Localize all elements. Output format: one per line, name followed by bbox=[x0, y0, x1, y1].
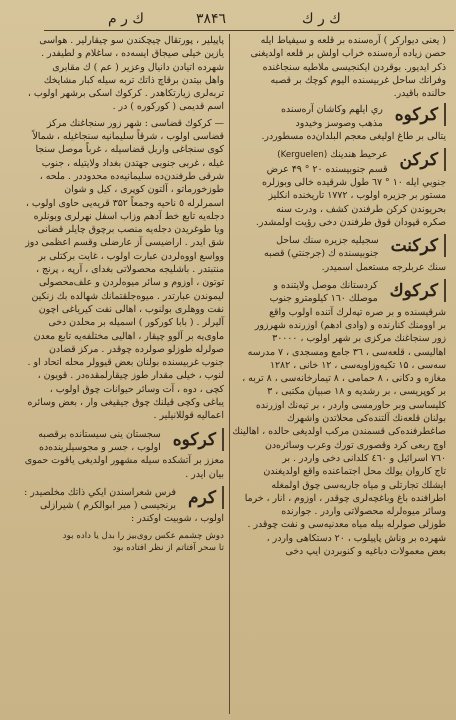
text-line: — كركوك قضاسى : شهر زور سنجاغنك مركز bbox=[46, 117, 224, 129]
text-line: ري ايلهم وكاشان آرەسنده bbox=[281, 104, 383, 116]
latin-name: (Kerguelen) bbox=[277, 150, 328, 161]
text-line: زور سنجاغنك مركزى بر شهر اولوب ، ۳۰۰۰۰ bbox=[272, 333, 446, 345]
text-line: معزز بر آتشكده سيله مشهور اولديغى ياقوت حموى bbox=[24, 455, 224, 467]
poem-couplet bbox=[52, 530, 224, 554]
text-line: وفراتك ساحل غربيسنده اليوم كوچك بر قصبه bbox=[270, 74, 446, 86]
text-line: نفت ووهلرى بولنوب ، اهالى نفت كيرياغى اچون bbox=[38, 303, 224, 315]
text-line: غيله ، غربى جنوبى جهتدن بغداد ولايتيله ، جنوب bbox=[41, 157, 224, 169]
text-line: جنوب غربيسنده بولنان بعض قيوولر محله اتحاد او . bbox=[27, 357, 224, 369]
header-rule bbox=[44, 30, 454, 31]
text-line: بولنان قلعه‌نك آلتنده‌كى محلاتدن واشهرك bbox=[287, 413, 446, 425]
text-line: بحريوندن كركن طرفندن كشف ، ودرت سنه bbox=[276, 203, 446, 215]
entry-kerguelen bbox=[234, 148, 446, 229]
text-line: شرقى طرفندن‌ده سليمانيه‌ده محدوددر . ملحه ، bbox=[39, 170, 224, 182]
text-line: اعماليه قوللانيلير . bbox=[153, 410, 224, 422]
entry-kerkuk bbox=[234, 279, 446, 558]
text-line: سه‌سى ، ۱۵ تكيه‌وزاويه‌سى ، ۱۲ خانى ، ۱۲۸۲ bbox=[269, 359, 446, 371]
text-line: شق ايدر . اراضيسى آز عارضلى وقسم اعظمى دوز bbox=[25, 237, 224, 249]
text-line: طوزخورماتو ، آلتون كوپرى ، كيل و شوان bbox=[64, 184, 224, 196]
text-line: قسم جنوبيسنده ۲۰ ° ۴۹ عرض bbox=[266, 163, 388, 175]
text-line: ايشلك تجارتلى و مياه جاريه‌سى چوق اولمغله bbox=[271, 479, 446, 491]
text-line: ماوى‌يه بر آلوو چيقار ، اهاليى مختلفه‌يه تابع معدن bbox=[33, 330, 224, 342]
entry-kerem bbox=[24, 486, 224, 554]
text-line: آليرلر . ( بابا كوركور ) اسميله بر محلدن دخى bbox=[48, 317, 224, 329]
text-line: اوچ ربعى كرد وقصورى تورك وعرب وسائره‌دن bbox=[264, 439, 446, 451]
text-line: مذهب وصوسز وخيدود bbox=[295, 117, 383, 129]
text-line: حصن زياده آرەسندە خراب اولش بر قلعه اولديغنى bbox=[250, 48, 446, 60]
text-line: ( يعنى ديواركر ) آرەسندە بر قلعه و سيفياط ايلە bbox=[260, 35, 446, 46]
text-line: ٧٦٠ اسرائيل و ٤٦٠ كلدانى دخى واردر . بر bbox=[282, 452, 446, 464]
left-intro bbox=[27, 34, 224, 114]
text-line: صولرله طوزلو صولرده چوقدر . مركز قضادن bbox=[49, 343, 224, 355]
text-line: مستور بر جزيره اولوب ، ۱۷۷۲ تاريخنده انكليز bbox=[268, 190, 446, 202]
text-line: واهل بيتدن برقاچ ذاتك تربه سيله كبار مشايخك bbox=[43, 74, 224, 86]
text-line: تربه‌لرى زيارتكاهدر . كركوك اسكى برشهر اولوب ، bbox=[27, 88, 224, 100]
entry-headword: كركوه bbox=[167, 428, 224, 451]
entry-headword: كركوه bbox=[389, 103, 446, 126]
text-line: يباغى وكچى قيلنك چوق جيقيغى وار ، بعض وسائره bbox=[27, 397, 224, 409]
header-left-guide: ك ر م bbox=[108, 11, 144, 27]
text-line: صاغطرفنده‌كى قسمندن مركب اولديغى حالده ، اهالينك bbox=[232, 426, 446, 438]
text-line: يتالى بر طاغ اوليغى معجم البلدان‌ده مسطوردر. bbox=[261, 131, 446, 143]
entry-headword: كركنت bbox=[385, 234, 446, 257]
entry-headword: كرم bbox=[182, 486, 224, 509]
text-line: وواسع اووه‌لردن عبارت اولوب ، غايت بركتلى بر bbox=[38, 250, 224, 262]
entry-kerkuh-sistan bbox=[24, 428, 224, 481]
text-line: برنجيسى ( مير ابوالكرم ) شيرازلى bbox=[39, 500, 176, 512]
text-line: لنوب ، خيلى مقدار طوز چيقارلمقده‌در . قويون ، bbox=[37, 370, 224, 382]
text-line: اسمرلرله ٥ ناحيه وجمعاً ۳۵۲ قريه‌يى حاوى اولوب ، bbox=[25, 197, 224, 209]
text-line: بر كوپريسى ، بر رشديه و ۱۸ صبيان مكتبى ، ۳ bbox=[267, 386, 446, 398]
text-line: شهرده بر وناش پاپيلوب ، ٢٠ دستكاهى واردر ، bbox=[266, 532, 446, 544]
text-line: اسم قديمى ( كوركوره ) در . bbox=[112, 101, 224, 113]
column-divider bbox=[229, 34, 230, 714]
poem-line: تا سحر آفتاتم از نظر افتاده بود bbox=[112, 542, 224, 553]
text-line: اهاليسى ، قلعه‌سى ، ۳٦ جامع ومسجدى ، ۷ مدرسه bbox=[247, 346, 446, 358]
text-line: كچى ، دوه ، آت وسائر حيوانات چوق اولوب ، bbox=[49, 383, 224, 395]
page-number: ۳۸۴٦ bbox=[196, 11, 227, 27]
text-line: توتون ، اوزوم و سائر ميوه‌لردن و علف‌محصولى bbox=[38, 277, 224, 289]
text-line: بيان ايدر . bbox=[185, 468, 224, 480]
text-line: كردستانك موصل ولايتنده و bbox=[273, 280, 378, 292]
text-line: تاج كاروان يولك محل اجتماعنده واقع اولديغندن bbox=[263, 466, 446, 478]
text-line: وسائر ميوه‌لرله محصولاتى واردر . جوارنده bbox=[281, 506, 446, 518]
text-line: طوزلى صولرله بيله مياه معدنيه‌سى و نفت چوقدر . bbox=[247, 519, 446, 531]
text-line: يازين خيلى صيجاق ايسه‌ده ، ساغلام و لطيفدر . bbox=[41, 48, 224, 60]
text-line: كليساسى وبر حاورمسى واردر ، بر تپه‌نك اوزرنده bbox=[255, 399, 446, 411]
text-line: مغازه و دكانى ، ۸ حمامى ، ۸ تيمارخانه‌سى ، ۸ تربه ، bbox=[242, 373, 446, 385]
text-line: ويا طوغريدن دجله‌يه منصب برچوق چايلر قضانى bbox=[37, 224, 224, 236]
text-line: ليموندن عبارتدر . ميوه‌جلقتمانك شهالده بك زنكين bbox=[31, 290, 224, 302]
text-line: اولوب ، جسر و مجوسيلرينده‌ده bbox=[39, 441, 161, 453]
entry-headword: كركن bbox=[393, 148, 446, 171]
text-line: كوى سنجاغى واربل قضاسيله ، غرباً موصل سنجا bbox=[35, 144, 224, 156]
text-line: ذكر ايديور. بوقردن ايكنجيسى ملاطيه سنجاغنده bbox=[262, 61, 446, 73]
right-intro bbox=[234, 34, 446, 100]
right-column bbox=[234, 34, 446, 714]
text-line: قضاسى اولوب ، شرقاً سليمانيه سنجاغيله ، شمالاً bbox=[32, 131, 224, 143]
entry-kerkent bbox=[234, 234, 446, 274]
text-line: سجستان ينى سيستانده برقصبه bbox=[38, 428, 161, 440]
text-line: حالنده باقيدر. bbox=[393, 88, 446, 100]
text-line: جنوبي ايله ۱۰ ° ٦٧ طول شرقيده خالى وبوزلره bbox=[262, 176, 446, 188]
entry-headword: كركوك bbox=[384, 279, 446, 302]
poem-line: دوش چشمم عكس روى‌بيز را بدل يا داده بود bbox=[62, 530, 224, 541]
text-line: شرقيسنده و بر صره تپه‌لرك آتنده اولوب واقع bbox=[269, 306, 446, 318]
text-fragment: عرحيط هندينك bbox=[330, 149, 388, 161]
left-column bbox=[24, 34, 224, 714]
text-line: اطرافنده باغ وباغچه‌لرى چوقدر ، اوزوم ، انار ، خرما bbox=[244, 492, 446, 504]
text-line: موصلك ١٦٠ كيلومترو جنوب bbox=[269, 293, 378, 305]
text-line: شهرده اتيادن دانيال وعزير ( عم ) ك مقابرى bbox=[52, 61, 224, 73]
text-line: اولوب ، شوبيت اوكندر : bbox=[131, 513, 224, 525]
entry-kerkuh bbox=[234, 103, 446, 143]
text-line: صكره قپودان قوق طرفندن دخى رؤيت اولمشدر. bbox=[255, 216, 446, 228]
text-line: منتبتدر . باشليجه محصولاتى بغداى ، آرپه ، پرنج ، bbox=[35, 264, 224, 276]
header-right-guide: ك ر ك bbox=[302, 11, 341, 27]
text-line: جنوبيسنده ك (جرجنتي) قصبه bbox=[263, 248, 379, 260]
text-line: پاپيلير ، پورتقال چيچكندن سو چيقارلير . هواسى bbox=[39, 35, 224, 46]
text-line: سنك عربلرجه مستعمل اسميدر. bbox=[321, 261, 446, 273]
entry-kerkuk-district bbox=[25, 117, 224, 423]
text-line: بعض معمولات دباغيه و كنوبردن ايپ دخى bbox=[285, 545, 446, 557]
text-line: سجيليه جزيره سنك ساحل bbox=[276, 235, 379, 247]
text-line: بر اوومنك كنارنده و (وادى ادهم) اوزرنده شهرزور bbox=[254, 319, 446, 331]
text-line: فرس شعراسندن ايكي ذاتك مخلصيدر : bbox=[24, 486, 176, 498]
page-header bbox=[0, 8, 456, 32]
text-line: دجله‌يه تابع خط آدهم وزاب اسفل نهرلرى وبونلره bbox=[33, 210, 224, 222]
